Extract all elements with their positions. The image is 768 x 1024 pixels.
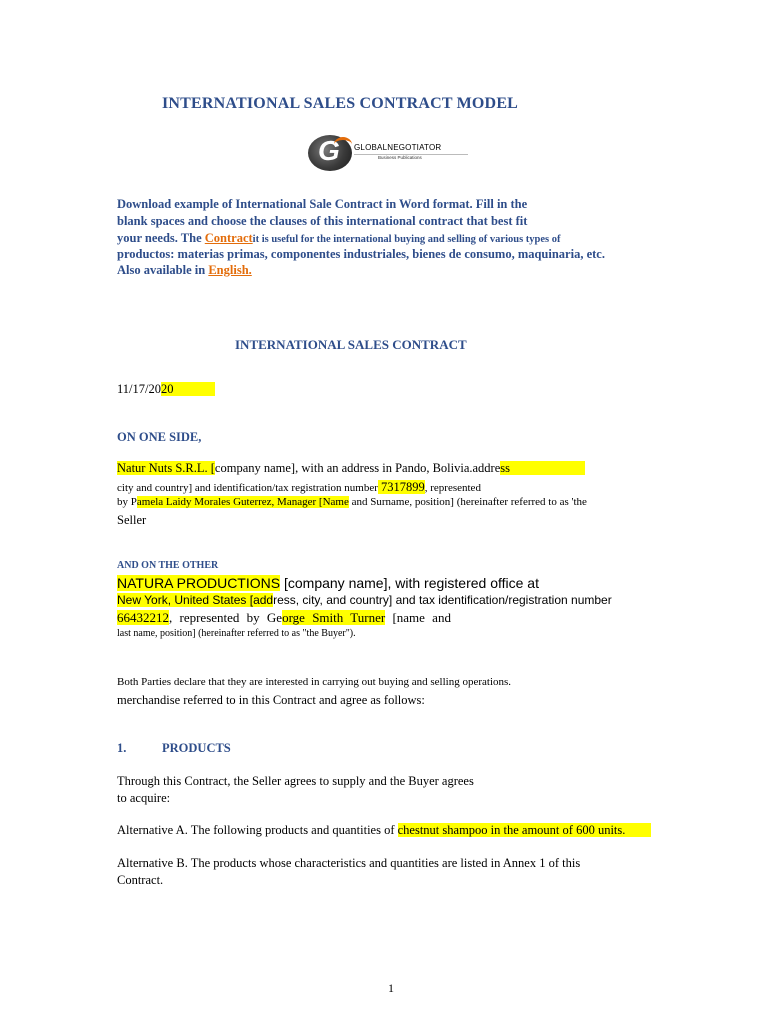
section-1-number: 1. [117,741,127,755]
parties-line-2: merchandise referred to in this Contract and agree as follows: [117,693,425,707]
seller-line-3 [117,496,587,508]
buyer-representative: orge Smith Turner [282,610,386,625]
contract-date [117,382,215,397]
seller-representative: amela Laidy Morales Guterrez, Manager [Name [136,496,349,508]
products-paragraph-line-2: to acquire: [117,791,171,805]
seller-line-4: Seller [117,513,147,527]
globalnegotiator-logo [308,133,468,173]
document-title: INTERNATIONAL SALES CONTRACT MODEL [162,95,519,112]
intro-line-2: blank spaces and choose the clauses of this international contract that best fit [117,214,528,228]
intro-line-3-start: your needs. The [117,231,205,245]
english-link[interactable]: English. [208,263,252,277]
contract-title: INTERNATIONAL SALES CONTRACT [235,337,467,352]
side-other-heading: AND ON THE OTHER [117,560,219,571]
products-paragraph-line-1: Through this Contract, the Seller agrees to supply and the Buyer agrees [117,774,474,788]
intro-line-1: Download example of International Sale Contract in Word format. Fill in the [117,197,528,211]
intro-line-3-end: it is useful for the international buying and selling of various types of [252,234,561,245]
logo-name: GLOBALNEGOTIATOR [354,143,442,152]
date-highlight: 20 [161,382,216,396]
seller-line-2 [117,480,481,495]
logo-letter: G [318,135,340,166]
intro-line-5 [117,263,252,278]
buyer-line-1-text: [company name], with registered office at [280,575,539,591]
seller-line-1 [117,461,585,476]
contract-link[interactable]: Contract [204,231,253,245]
buyer-line-2 [117,593,612,607]
seller-line-1-text: company name], with an address in Pando, Bolivia.addre [214,461,501,475]
buyer-line-2-text: ress, city, and country] and tax identification/registration number [273,593,612,607]
parties-line-1: Both Parties declare that they are interested in carrying out buying and selling operations. [117,676,512,688]
intro-line-3 [117,231,561,246]
seller-name: Natur Nuts S.R.L. [ [117,461,215,475]
section-1-heading: PRODUCTS [162,741,231,755]
seller-line-2-text: city and country] and identification/tax registration number [117,482,378,494]
seller-tax-number: 7317899 [377,480,425,494]
alternative-a-products: chestnut shampoo in the amount of 600 units. [398,823,652,837]
date-text: 11/17/20 [117,382,161,396]
seller-line-3-pre: by P [117,496,137,508]
buyer-name: NATURA PRODUCTIONS [117,575,281,591]
alternative-b-line-2: Contract. [117,873,164,887]
side-one-heading: ON ONE SIDE, [117,430,202,444]
buyer-line-3-end: [name and [385,610,451,625]
logo-tagline: Business Publications [378,155,422,160]
buyer-tax-number: 66432212 [117,610,169,625]
alternative-a-text: Alternative A. The following products and quantities of [117,823,398,837]
intro-line-4: productos: materias primas, componentes industriales, bienes de consumo, maquinaria, etc. [117,247,605,261]
buyer-line-3-text: , represented by Ge [169,610,283,625]
buyer-line-4: last name, position] (hereinafter referred to as "the Buyer"). [117,628,356,639]
buyer-address: New York, United States [add [117,593,274,607]
seller-address-highlight: ss [500,461,585,475]
buyer-line-3 [117,610,451,626]
buyer-line-1 [117,575,539,591]
seller-line-3-text: and Surname, position] (hereinafter referred to as 'the [348,496,587,508]
page-number: 1 [388,981,394,995]
seller-line-2-end: , represented [424,482,481,494]
alternative-b-line-1: Alternative B. The products whose characteristics and quantities are listed in Annex 1 of this [117,856,581,870]
intro-line-5-start: Also available in [117,263,209,277]
alternative-a [117,823,651,838]
swoosh-icon [334,137,352,152]
